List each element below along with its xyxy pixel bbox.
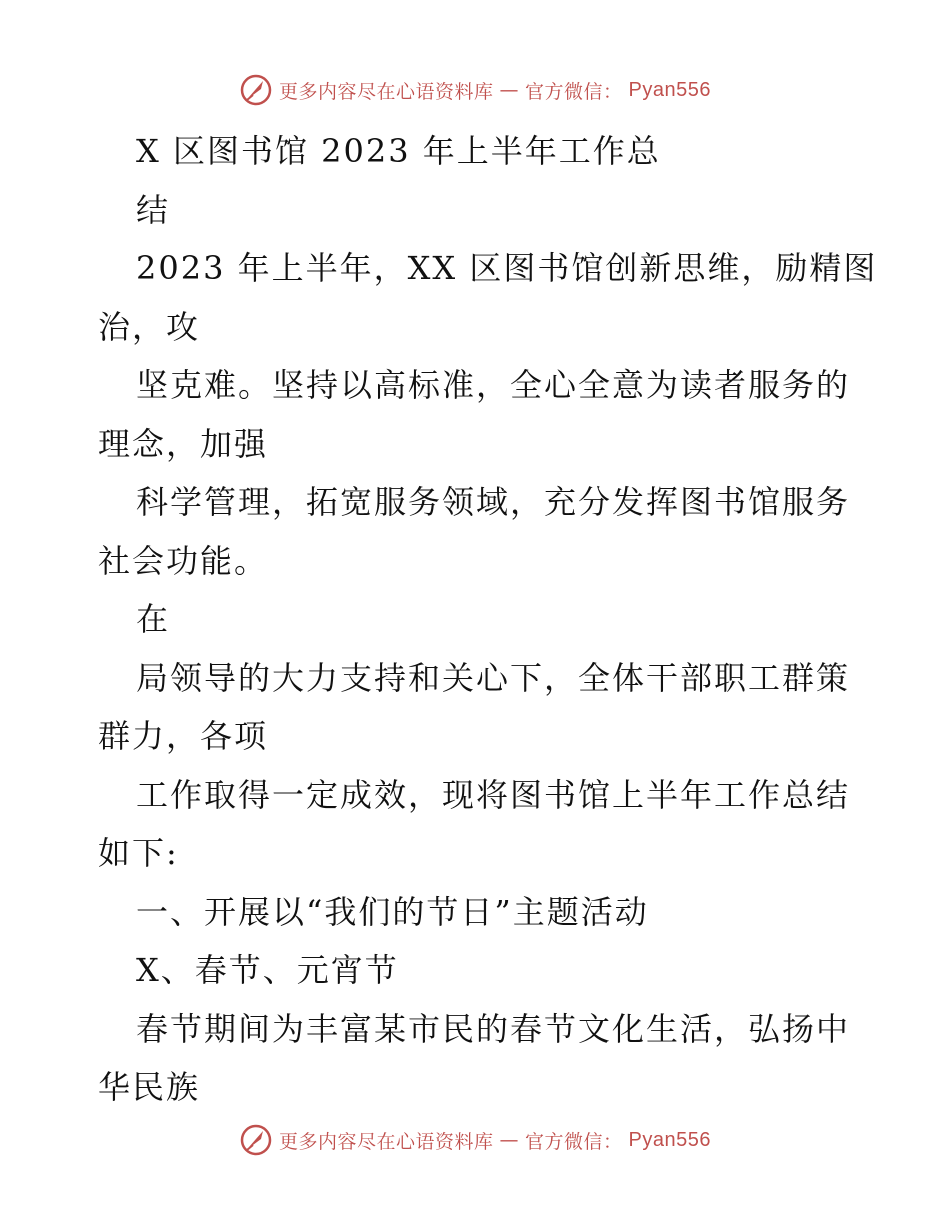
paragraph-line: 治，攻 xyxy=(98,307,201,346)
watermark-text: 更多内容尽在心语资料库 xyxy=(279,80,494,103)
watermark-text: 更多内容尽在心语资料库 xyxy=(279,1130,494,1153)
paragraph-line: 华民族 xyxy=(98,1068,201,1106)
paragraph-line: 如下: xyxy=(98,834,179,872)
paragraph-line: 坚克难。坚持以高标准，全心全意为读者服务的 xyxy=(136,366,851,404)
paragraph-line: 结 xyxy=(136,190,171,229)
paragraph-line: 一、开展以“我们的节日”主题活动 xyxy=(136,892,649,931)
paragraph-line: 工作取得一定成效，现将图书馆上半年工作总结 xyxy=(136,775,851,814)
header-watermark xyxy=(0,70,950,110)
paragraph-line: 在 xyxy=(136,600,171,638)
paragraph-line: X 区图书馆 2023 年上半年工作总 xyxy=(136,132,661,170)
paragraph-line: 春节期间为丰富某市民的春节文化生活，弘扬中 xyxy=(136,1009,851,1048)
watermark-wechat-id: Pyan556 xyxy=(628,78,711,101)
watermark-separator: — xyxy=(499,1129,520,1151)
watermark-wechat-id: Pyan556 xyxy=(628,1128,711,1151)
paragraph-line: 理念，加强 xyxy=(98,424,269,463)
document-body xyxy=(98,122,878,1117)
watermark-label: 官方微信： xyxy=(525,1130,623,1153)
watermark-label: 官方微信： xyxy=(525,80,623,103)
paragraph-line: 群力，各项 xyxy=(98,717,269,755)
footer-watermark xyxy=(0,1120,950,1160)
paragraph-line: 科学管理，拓宽服务领域，充分发挥图书馆服务 xyxy=(136,483,851,521)
quill-logo-icon xyxy=(239,73,273,107)
paragraph-line: 2023 年上半年，XX 区图书馆创新思维，励精图 xyxy=(136,249,878,287)
paragraph-line: X、春节、元宵节 xyxy=(136,951,399,989)
quill-logo-icon xyxy=(239,1123,273,1157)
watermark-separator: — xyxy=(499,79,520,101)
paragraph-line: 社会功能。 xyxy=(98,541,269,580)
paragraph-line: 局领导的大力支持和关心下，全体干部职工群策 xyxy=(136,658,851,697)
